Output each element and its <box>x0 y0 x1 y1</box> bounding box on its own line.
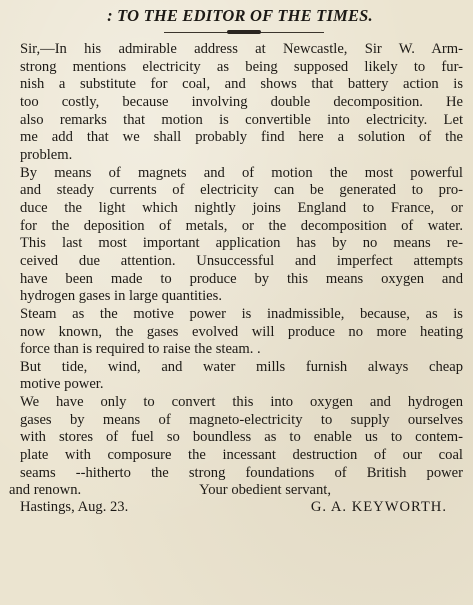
signature: G. A. KEYWORTH. <box>310 499 447 516</box>
text-line: problem. <box>20 146 73 163</box>
paragraph-5 <box>9 394 463 482</box>
text-line: motive power. <box>20 376 104 393</box>
text-line: force than is required to raise the steam. . <box>20 341 261 358</box>
text-line: seams --hitherto the strong foundations of British power <box>20 464 463 481</box>
text-line: me add that we shall probably find here a solution of the <box>20 129 463 146</box>
text-line: Steam as the motive power is inadmissible, because, as is <box>20 305 463 322</box>
text-line: plate with composure the incessant destruction of our coal <box>20 447 463 464</box>
letter-body <box>9 41 463 517</box>
text-line: have been made to produce by this means oxygen and <box>20 270 463 287</box>
text-line: too costly, because involving double decomposition. He <box>20 93 463 110</box>
paragraph-4 <box>9 359 463 394</box>
text-line: strong mentions electricity as being supposed likely to fur- <box>20 58 463 75</box>
text-line: also remarks that motion is convertible into electricity. Let <box>20 111 463 128</box>
text-line: for the deposition of metals, or the decomposition of water. <box>20 217 463 234</box>
text-line: now known, the gases evolved will produce no more heating <box>20 323 463 340</box>
text-line: nish a substitute for coal, and shows that battery action is <box>20 76 463 93</box>
paragraph-2 <box>9 165 463 306</box>
text-line: with stores of fuel so boundless as to enable us to contem- <box>20 429 463 446</box>
heading-rule <box>9 27 463 39</box>
text-line: gases by means of magneto-electricity to supply ourselves <box>20 411 463 428</box>
text-line: This last most important application has by no means re- <box>20 235 463 252</box>
text-line: hydrogen gases in large quantities. <box>20 288 222 305</box>
closing-line-start: and renown. <box>9 482 82 499</box>
paragraph-1 <box>9 41 463 165</box>
text-line: By means of magnets and of motion the most powerful <box>20 164 463 181</box>
text-line: ceived due attention. Unsuccessful and imperfect attempts <box>20 252 463 269</box>
signature-block <box>9 499 463 517</box>
text-line: and steady currents of electricity can be generated to pro- <box>20 182 463 199</box>
closing-salutation: Your obedient servant, <box>199 482 332 499</box>
paragraph-3 <box>9 306 463 359</box>
text-line: duce the light which nightly joins England to France, or <box>20 199 463 216</box>
closing-line <box>9 482 463 500</box>
letter-heading: : TO THE EDITOR OF THE TIMES. <box>107 6 373 25</box>
text-line: Sir,—In his admirable address at Newcastle, Sir W. Arm- <box>20 41 463 57</box>
text-line: But tide, wind, and water mills furnish always cheap <box>20 358 463 375</box>
rule-ornament <box>227 30 261 34</box>
place-date: Hastings, Aug. 23. <box>20 499 129 516</box>
text-line: We have only to convert this into oxygen and hydrogen <box>20 394 463 411</box>
